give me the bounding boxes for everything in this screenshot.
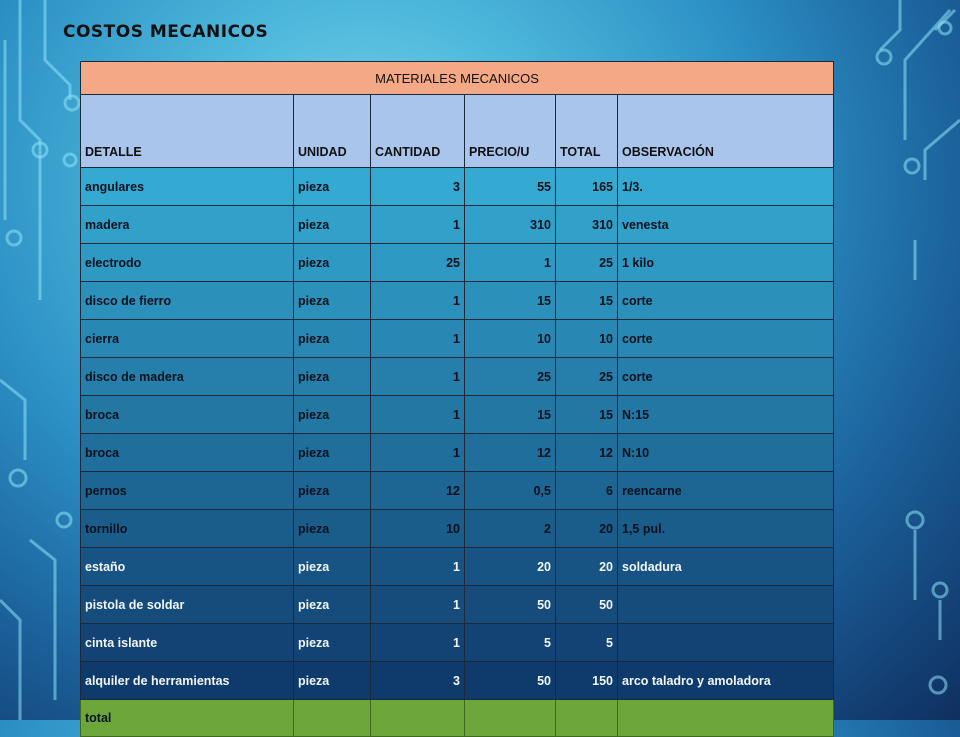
cell-precio: 50 — [465, 662, 556, 700]
total-cell-cantidad — [371, 700, 465, 737]
cell-observacion: 1,5 pul. — [618, 510, 834, 548]
cell-unidad: pieza — [294, 282, 371, 320]
cell-precio: 12 — [465, 434, 556, 472]
cell-detalle: disco de fierro — [81, 282, 294, 320]
cell-precio: 15 — [465, 396, 556, 434]
column-header-detalle: DETALLE — [81, 95, 294, 168]
cell-total: 10 — [556, 320, 618, 358]
cell-total: 15 — [556, 396, 618, 434]
cell-total: 25 — [556, 358, 618, 396]
cell-cantidad: 1 — [371, 358, 465, 396]
table-row — [81, 662, 834, 700]
column-header-precio: PRECIO/U — [465, 95, 556, 168]
cell-unidad: pieza — [294, 662, 371, 700]
cell-total: 20 — [556, 548, 618, 586]
cell-observacion: reencarne — [618, 472, 834, 510]
column-header-unidad: UNIDAD — [294, 95, 371, 168]
table-row — [81, 320, 834, 358]
cell-cantidad: 1 — [371, 548, 465, 586]
cell-observacion — [618, 624, 834, 662]
cell-observacion: N:10 — [618, 434, 834, 472]
cell-total: 20 — [556, 510, 618, 548]
cell-unidad: pieza — [294, 168, 371, 206]
cell-total: 15 — [556, 282, 618, 320]
cell-cantidad: 1 — [371, 320, 465, 358]
cell-observacion: N:15 — [618, 396, 834, 434]
cell-precio: 55 — [465, 168, 556, 206]
cell-detalle: broca — [81, 434, 294, 472]
cell-observacion: arco taladro y amoladora — [618, 662, 834, 700]
total-cell-detalle: total — [81, 700, 294, 737]
table-row — [81, 548, 834, 586]
cell-unidad: pieza — [294, 434, 371, 472]
cell-detalle: disco de madera — [81, 358, 294, 396]
table-header-row — [81, 95, 834, 168]
table-row — [81, 472, 834, 510]
cell-cantidad: 25 — [371, 244, 465, 282]
cell-detalle: estaño — [81, 548, 294, 586]
cell-unidad: pieza — [294, 548, 371, 586]
table-row — [81, 282, 834, 320]
cell-unidad: pieza — [294, 206, 371, 244]
cell-precio: 20 — [465, 548, 556, 586]
cell-detalle: broca — [81, 396, 294, 434]
cell-unidad: pieza — [294, 624, 371, 662]
cell-detalle: angulares — [81, 168, 294, 206]
cell-cantidad: 3 — [371, 662, 465, 700]
cell-cantidad: 1 — [371, 206, 465, 244]
table-row — [81, 168, 834, 206]
column-header-cantidad: CANTIDAD — [371, 95, 465, 168]
cell-detalle: madera — [81, 206, 294, 244]
table-row — [81, 586, 834, 624]
cell-observacion: soldadura — [618, 548, 834, 586]
total-cell-precio — [465, 700, 556, 737]
cell-precio: 50 — [465, 586, 556, 624]
cell-cantidad: 1 — [371, 624, 465, 662]
cell-observacion: venesta — [618, 206, 834, 244]
cell-observacion: corte — [618, 282, 834, 320]
cell-observacion: 1/3. — [618, 168, 834, 206]
table-banner: MATERIALES MECANICOS — [81, 62, 834, 95]
table-total-row — [81, 700, 834, 737]
cell-observacion: corte — [618, 320, 834, 358]
cell-total: 150 — [556, 662, 618, 700]
table-row — [81, 244, 834, 282]
cell-detalle: cierra — [81, 320, 294, 358]
cell-precio: 5 — [465, 624, 556, 662]
cell-precio: 0,5 — [465, 472, 556, 510]
table-row — [81, 396, 834, 434]
cell-total: 5 — [556, 624, 618, 662]
cell-unidad: pieza — [294, 320, 371, 358]
cell-observacion: corte — [618, 358, 834, 396]
cell-total: 310 — [556, 206, 618, 244]
cell-total: 25 — [556, 244, 618, 282]
cell-cantidad: 1 — [371, 586, 465, 624]
cell-cantidad: 1 — [371, 434, 465, 472]
cell-unidad: pieza — [294, 396, 371, 434]
slide-title: COSTOS MECANICOS — [63, 22, 269, 42]
cell-total: 6 — [556, 472, 618, 510]
table-banner-row — [81, 62, 834, 95]
cell-unidad: pieza — [294, 358, 371, 396]
cell-cantidad: 10 — [371, 510, 465, 548]
cell-detalle: alquiler de herramientas — [81, 662, 294, 700]
table-row — [81, 434, 834, 472]
cell-precio: 10 — [465, 320, 556, 358]
total-cell-total — [556, 700, 618, 737]
cell-precio: 15 — [465, 282, 556, 320]
table-row — [81, 206, 834, 244]
cell-detalle: electrodo — [81, 244, 294, 282]
cell-detalle: pernos — [81, 472, 294, 510]
table-row — [81, 510, 834, 548]
cell-observacion — [618, 586, 834, 624]
table-body — [81, 168, 834, 737]
cell-total: 50 — [556, 586, 618, 624]
cell-detalle: pistola de soldar — [81, 586, 294, 624]
cell-detalle: cinta islante — [81, 624, 294, 662]
cell-cantidad: 12 — [371, 472, 465, 510]
total-cell-unidad — [294, 700, 371, 737]
cell-unidad: pieza — [294, 586, 371, 624]
cell-precio: 2 — [465, 510, 556, 548]
cell-total: 165 — [556, 168, 618, 206]
cell-cantidad: 1 — [371, 282, 465, 320]
table-row — [81, 624, 834, 662]
total-cell-observacion — [618, 700, 834, 737]
cell-unidad: pieza — [294, 472, 371, 510]
cell-detalle: tornillo — [81, 510, 294, 548]
cell-precio: 1 — [465, 244, 556, 282]
cell-cantidad: 3 — [371, 168, 465, 206]
cell-unidad: pieza — [294, 510, 371, 548]
cell-observacion: 1 kilo — [618, 244, 834, 282]
materials-table — [80, 61, 834, 737]
column-header-observacion: OBSERVACIÓN — [618, 95, 834, 168]
cell-unidad: pieza — [294, 244, 371, 282]
cell-precio: 25 — [465, 358, 556, 396]
cell-precio: 310 — [465, 206, 556, 244]
cell-cantidad: 1 — [371, 396, 465, 434]
column-header-total: TOTAL — [556, 95, 618, 168]
table-row — [81, 358, 834, 396]
cell-total: 12 — [556, 434, 618, 472]
